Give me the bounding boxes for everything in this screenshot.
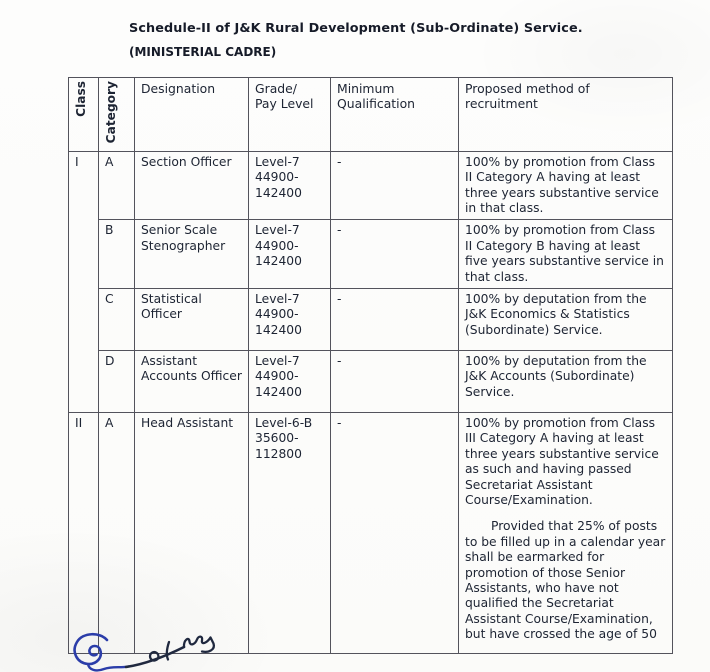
recruitment-paragraph-proviso: Provided that 25% of posts to be filled up in a calendar year shall be earmarked for promotion of those Senior Assistants, who have not qualified the Secretariat Assistant Course/Examination, but have crossed the age of 50 [465, 519, 666, 642]
header-grade-line1: Grade/ [255, 81, 297, 96]
recruitment-paragraph: 100% by promotion from Class II Category A having at least three years substantive service in that class. [465, 154, 659, 215]
table-header-row [69, 78, 673, 152]
cell-grade [249, 220, 331, 289]
cell-designation: Section Officer [135, 151, 249, 220]
table-row [69, 220, 673, 289]
cell-category: D [99, 350, 135, 412]
cell-qualification: - [331, 412, 459, 653]
header-grade [249, 78, 331, 152]
table-row [69, 151, 673, 220]
document-title: Schedule-II of J&K Rural Development (Sub-Ordinate) Service. [129, 21, 583, 36]
grade-level: Level-7 [255, 154, 300, 169]
cell-category: B [99, 220, 135, 289]
table-row [69, 350, 673, 412]
cell-grade [249, 151, 331, 220]
cell-recruitment [459, 288, 673, 350]
table-row [69, 412, 673, 653]
header-class-label: Class [74, 81, 88, 117]
grade-max: 142400 [255, 254, 302, 269]
grade-max: 142400 [255, 185, 302, 200]
grade-max: 112800 [255, 446, 302, 461]
header-qualification-line1: Minimum [337, 81, 395, 96]
header-category [99, 78, 135, 152]
cell-recruitment [459, 151, 673, 220]
cell-qualification: - [331, 151, 459, 220]
schedule-table [68, 77, 673, 654]
cell-category: A [99, 412, 135, 653]
cell-grade [249, 412, 331, 653]
cell-designation: Assistant Accounts Officer [135, 350, 249, 412]
cell-grade [249, 350, 331, 412]
grade-max: 142400 [255, 384, 302, 399]
grade-level: Level-6-B [255, 415, 313, 430]
recruitment-paragraph: 100% by promotion from Class II Category B having at least five years substantive service in that class. [465, 223, 664, 284]
cell-class-II: II [69, 412, 99, 653]
table-row [69, 288, 673, 350]
cell-category: A [99, 151, 135, 220]
cell-class-I: I [69, 151, 99, 412]
cell-qualification: - [331, 220, 459, 289]
header-qualification [331, 78, 459, 152]
recruitment-paragraph: 100% by deputation from the J&K Accounts (Subordinate) Service. [465, 353, 647, 399]
cell-grade [249, 288, 331, 350]
grade-min: 44900- [255, 307, 299, 322]
cell-designation: Head Assistant [135, 412, 249, 653]
cell-qualification: - [331, 288, 459, 350]
cell-qualification: - [331, 350, 459, 412]
cell-recruitment [459, 220, 673, 289]
grade-min: 44900- [255, 238, 299, 253]
cell-designation: Senior Scale Stenographer [135, 220, 249, 289]
header-qualification-line2: Qualification [337, 96, 416, 112]
cell-recruitment [459, 412, 673, 653]
grade-min: 44900- [255, 170, 299, 185]
header-designation: Designation [135, 78, 249, 152]
grade-min: 35600- [255, 431, 299, 446]
handwritten-signature [70, 631, 245, 672]
grade-level: Level-7 [255, 223, 300, 238]
cell-designation: Statistical Officer [135, 288, 249, 350]
grade-min: 44900- [255, 369, 299, 384]
cell-category: C [99, 288, 135, 350]
grade-level: Level-7 [255, 353, 300, 368]
grade-max: 142400 [255, 322, 302, 337]
header-class [69, 78, 99, 152]
header-category-label: Category [104, 81, 118, 144]
document-subtitle: (MINISTERIAL CADRE) [129, 45, 277, 59]
recruitment-paragraph: 100% by promotion from Class III Category A having at least three years substantive service as such and having passed Secretariat Assistant Course/Examination. [465, 415, 659, 507]
header-recruitment: Proposed method of recruitment [459, 78, 673, 152]
grade-level: Level-7 [255, 291, 300, 306]
header-grade-line2: Pay Level [255, 96, 314, 112]
recruitment-paragraph: 100% by deputation from the J&K Economics & Statistics (Subordinate) Service. [465, 291, 647, 337]
cell-recruitment [459, 350, 673, 412]
